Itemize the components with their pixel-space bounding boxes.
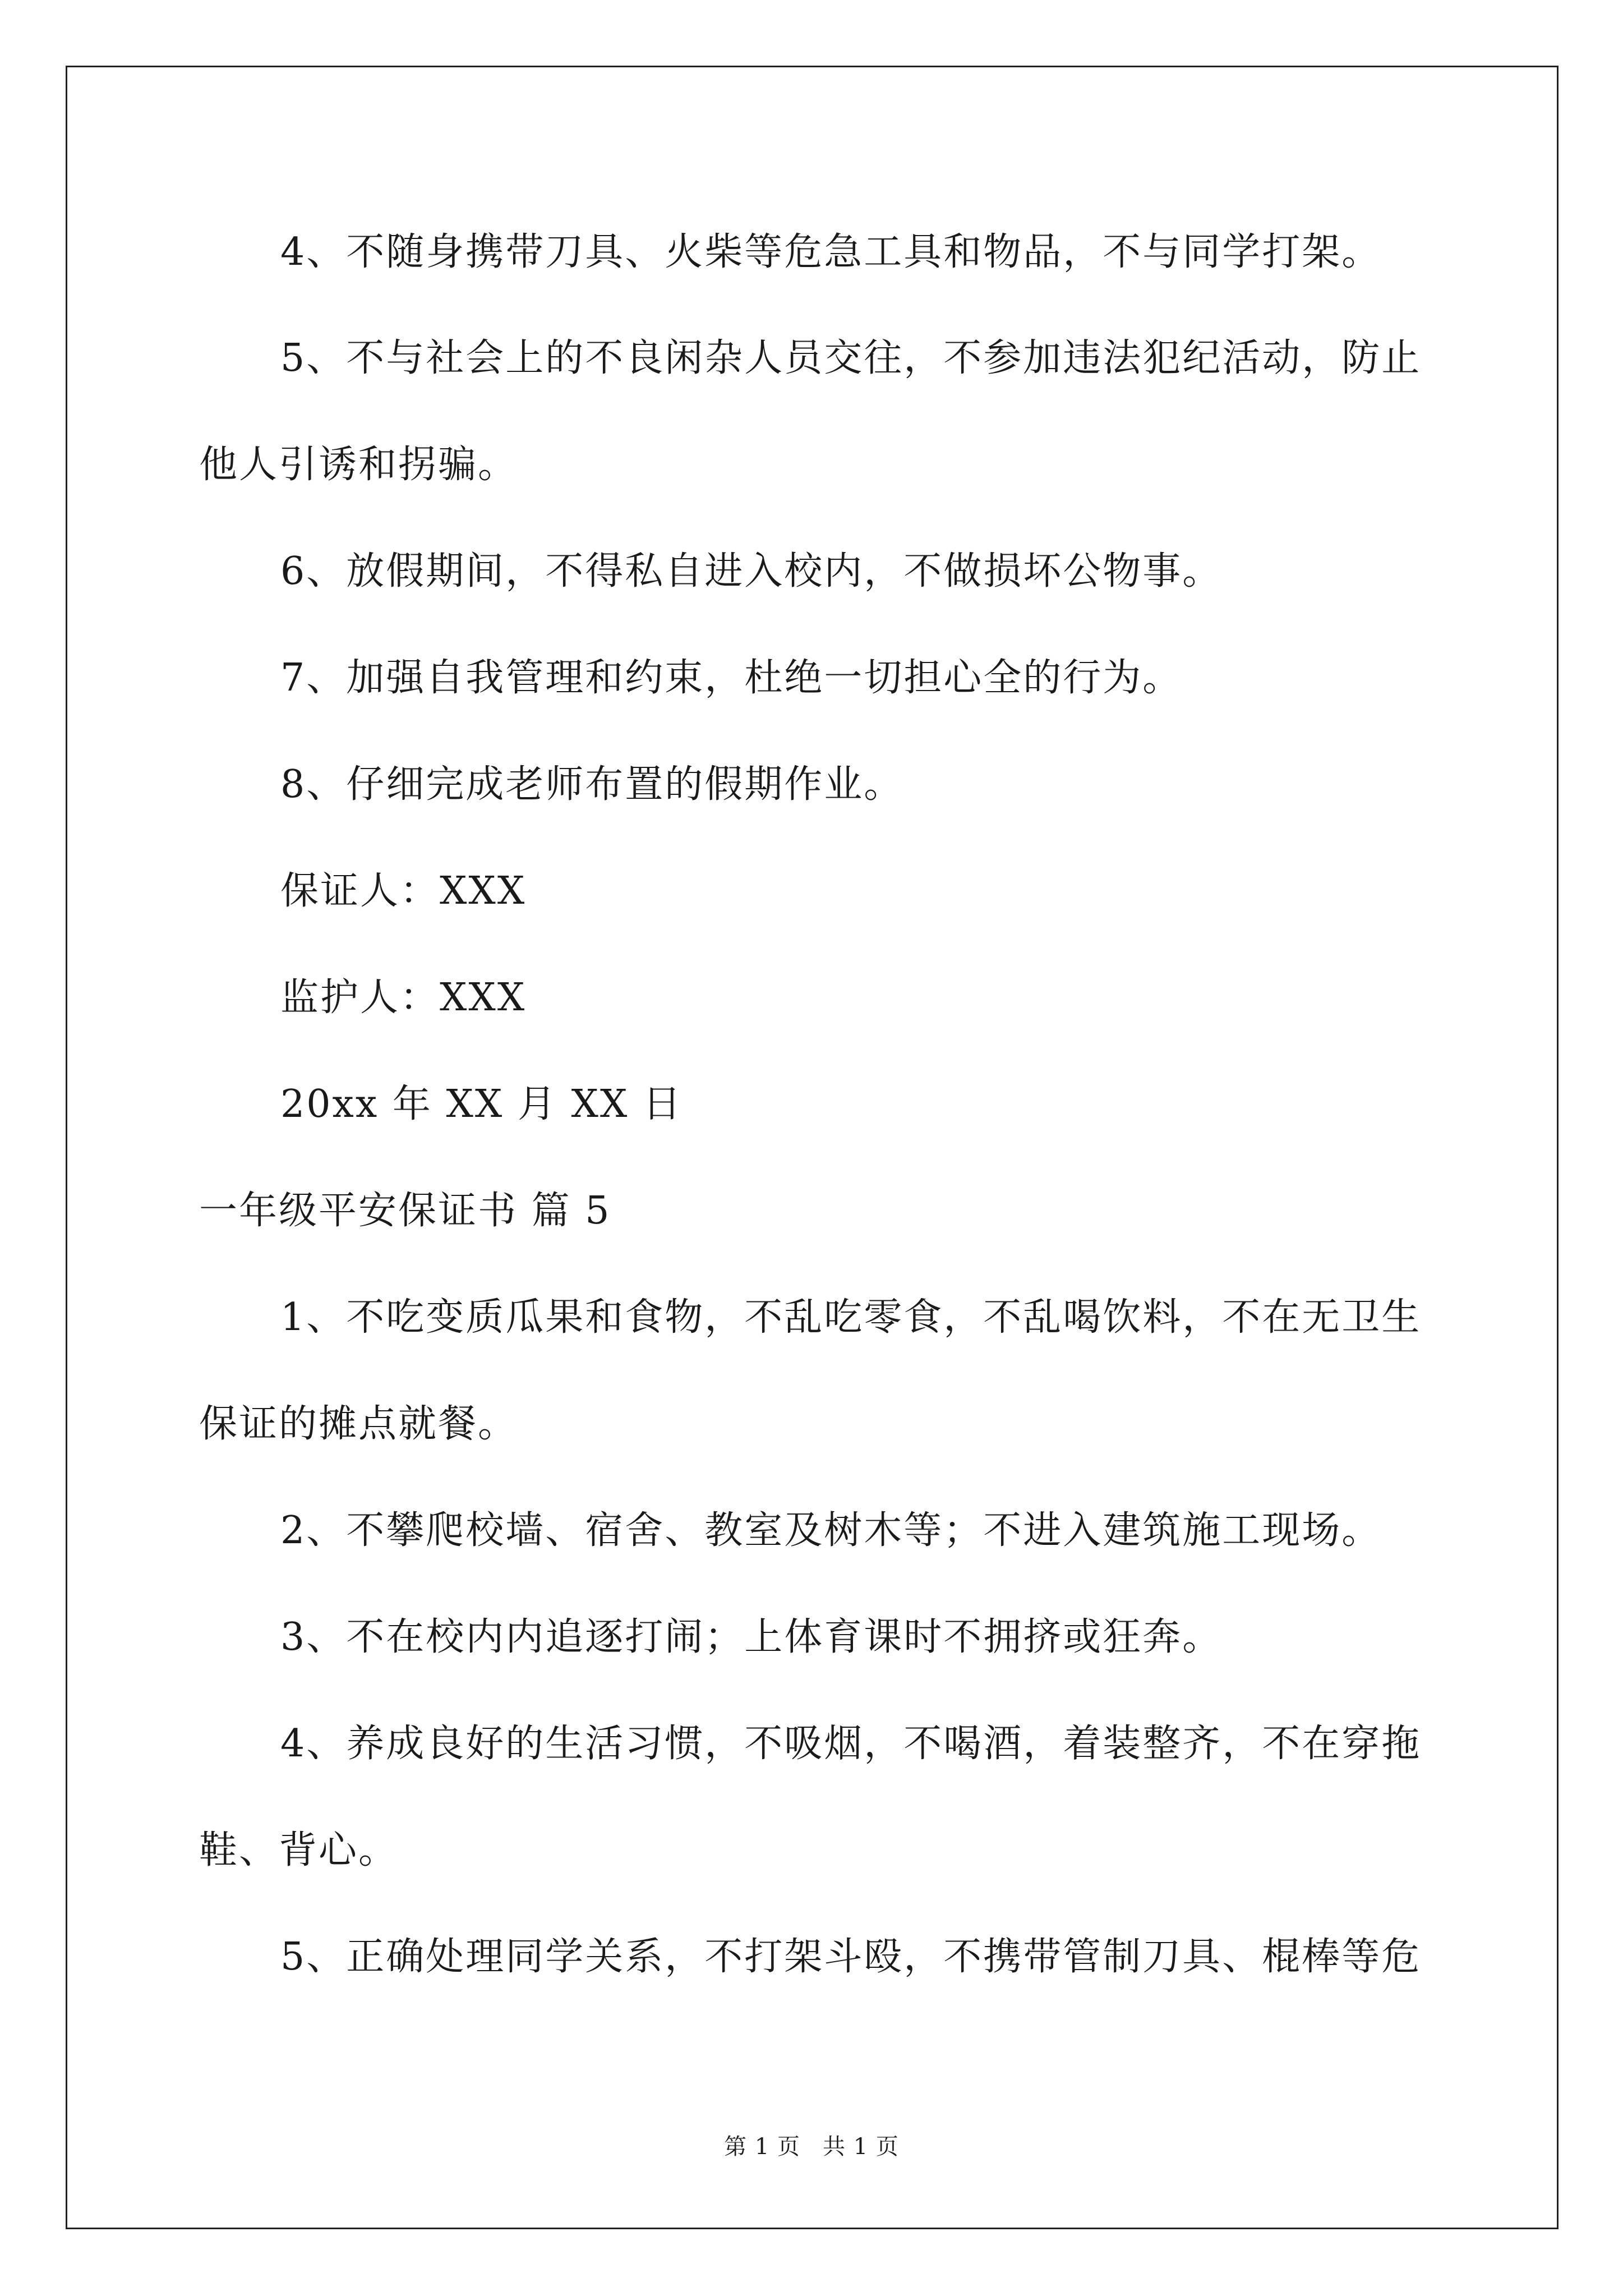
list-item-continuation: 鞋、背心。 (199, 1828, 399, 1872)
list-item: 1、不吃变质瓜果和食物，不乱吃零食，不乱喝饮料，不在无卫生 (280, 1295, 1422, 1340)
list-item: 6、放假期间，不得私自进入校内，不做损坏公物事。 (280, 549, 1223, 593)
guardian-line: 监护人：XXX (280, 976, 527, 1020)
page-number: 第 1 页 (724, 2134, 800, 2160)
list-item: 4、不随身携带刀具、火柴等危急工具和物品，不与同学打架。 (280, 230, 1382, 274)
page-border (66, 66, 1559, 2229)
list-item: 5、正确处理同学关系，不打架斗殴，不携带管制刀具、棍棒等危 (280, 1935, 1422, 1979)
list-item: 8、仔细完成老师布置的假期作业。 (280, 762, 904, 807)
list-item-continuation: 保证的摊点就餐。 (199, 1402, 518, 1446)
date-line: 20xx 年 XX 月 XX 日 (280, 1082, 683, 1126)
list-item: 2、不攀爬校墙、宿舍、教室及树木等；不进入建筑施工现场。 (280, 1508, 1382, 1553)
list-item: 5、不与社会上的不良闲杂人员交往，不参加违法犯纪活动，防止 (280, 336, 1422, 380)
list-item: 7、加强自我管理和约束，杜绝一切担心全的行为。 (280, 656, 1183, 700)
page-total: 共 1 页 (823, 2134, 899, 2160)
list-item: 3、不在校内内追逐打闹；上体育课时不拥挤或狂奔。 (280, 1615, 1223, 1659)
list-item: 4、养成良好的生活习惯，不吸烟，不喝酒，着装整齐，不在穿拖 (280, 1722, 1422, 1766)
page-footer (0, 2136, 1623, 2158)
list-item-continuation: 他人引诱和拐骗。 (199, 443, 518, 487)
section-heading: 一年级平安保证书 篇 5 (199, 1189, 611, 1233)
guarantor-line: 保证人：XXX (280, 869, 527, 913)
